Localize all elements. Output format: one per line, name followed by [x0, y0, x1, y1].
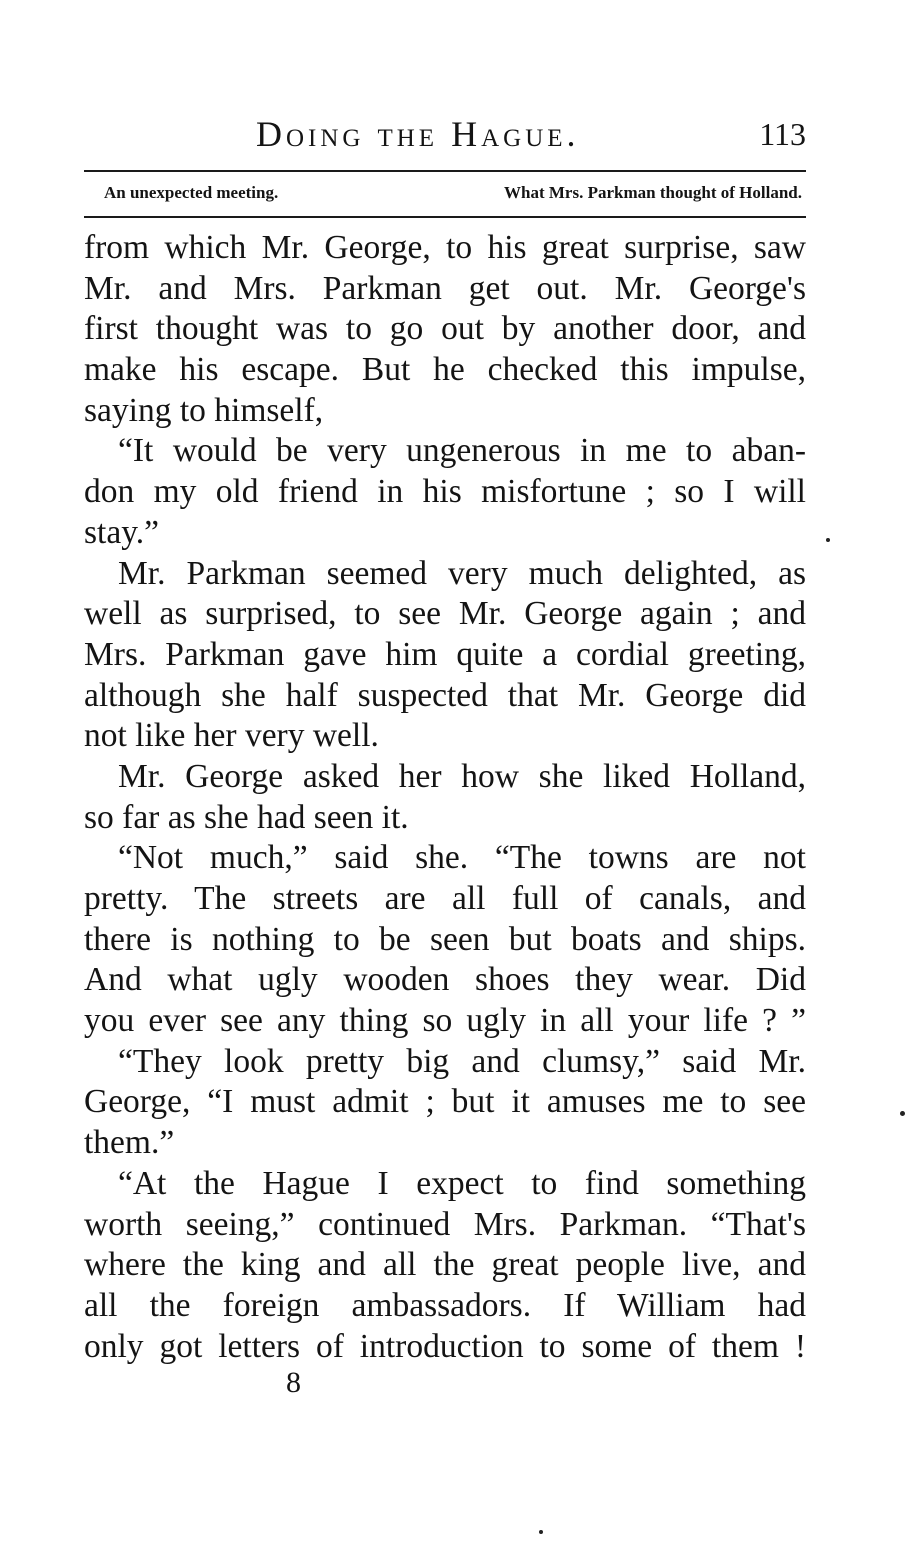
text-line: “It would be very ungenerous in me to aban-: [118, 432, 806, 470]
text-line: worth seeing,” continued Mrs. Parkman. “That's: [84, 1205, 806, 1243]
text-line: Mr. George asked her how she liked Holland,: [118, 757, 806, 795]
text-line: so far as she had seen it.: [84, 798, 409, 836]
text-line: “They look pretty big and clumsy,” said Mr.: [118, 1042, 806, 1080]
subhead: [84, 178, 806, 208]
print-speck: [900, 1111, 905, 1116]
running-head: [84, 114, 806, 154]
text-line: not like her very well.: [84, 717, 379, 755]
text-line: saying to himself,: [84, 391, 324, 429]
subhead-left: An unexpected meeting.: [104, 183, 279, 202]
running-title: Doing the Hague.: [256, 114, 580, 154]
text-line: all the foreign ambassadors. If William had: [84, 1286, 806, 1324]
text-line: them.”: [84, 1124, 175, 1162]
page-number: 113: [759, 116, 806, 152]
print-speck: [539, 1530, 543, 1534]
text-line: from which Mr. George, to his great surprise, saw: [84, 229, 806, 266]
text-line: Mr. and Mrs. Parkman get out. Mr. George's: [84, 269, 806, 307]
body-text: [84, 228, 806, 1367]
print-speck: [826, 538, 830, 542]
text-line: there is nothing to be seen but boats and ships.: [84, 920, 806, 958]
text-line: you ever see any thing so ugly in all your life ? ”: [84, 1002, 806, 1040]
text-line: stay.”: [84, 513, 160, 551]
text-line: where the king and all the great people live, and: [84, 1246, 806, 1284]
header-rule-top: [84, 170, 806, 172]
text-line: although she half suspected that Mr. George did: [84, 676, 806, 714]
text-line: “Not much,” said she. “The towns are not: [118, 839, 806, 877]
text-line: first thought was to go out by another door, and: [84, 310, 806, 348]
text-line: And what ugly wooden shoes they wear. Did: [84, 961, 806, 999]
text-line: Mr. Parkman seemed very much delighted, as: [118, 554, 806, 592]
text-line: well as surprised, to see Mr. George again ; and: [84, 595, 806, 633]
text-line: pretty. The streets are all full of canals, and: [84, 880, 806, 917]
signature-mark: 8: [286, 1366, 301, 1399]
text-line: Mrs. Parkman gave him quite a cordial greeting,: [84, 635, 806, 673]
text-line: don my old friend in his misfortune ; so I will: [84, 473, 806, 511]
subhead-right: What Mrs. Parkman thought of Holland.: [504, 183, 802, 202]
text-line: “At the Hague I expect to find something: [118, 1164, 806, 1202]
header-rule-bottom: [84, 216, 806, 218]
text-line: only got letters of introduction to some of them !: [84, 1327, 806, 1365]
text-line: George, “I must admit ; but it amuses me to see: [84, 1083, 806, 1121]
text-line: make his escape. But he checked this impulse,: [84, 351, 806, 389]
